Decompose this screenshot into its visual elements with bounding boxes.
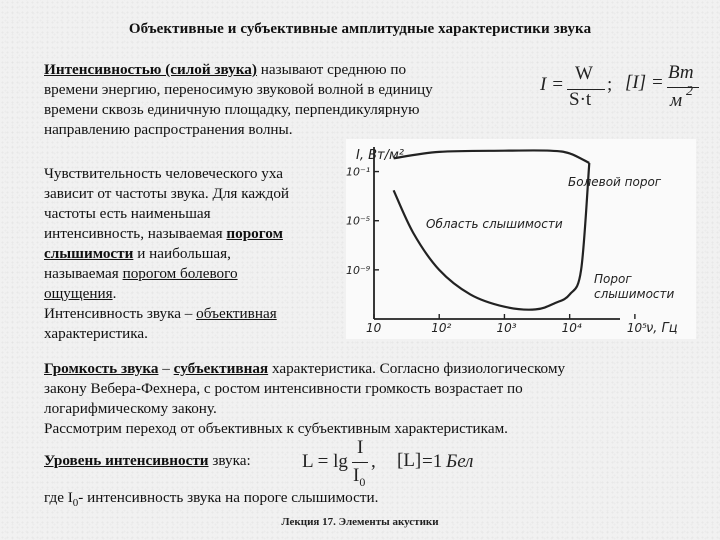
level-fraction-bar xyxy=(352,462,368,463)
hearing-threshold-label-2: слышимости xyxy=(594,287,675,301)
loudness-text xyxy=(44,359,565,439)
objective-term: объективная xyxy=(196,305,277,322)
unit-lhs: [I] = xyxy=(625,72,664,93)
x-tick-label: 10 xyxy=(366,321,382,335)
hearing-threshold-term-1: порогом xyxy=(226,225,283,242)
loudness-line2: закону Вебера-Фехнера, с ростом интенсивности громкость возрастает по xyxy=(44,380,523,397)
audible-region-label: Область слышимости xyxy=(426,217,563,231)
page-title: Объективные и субъективные амплитудные характеристики звука xyxy=(128,21,592,37)
y-axis-label: I, Вт/м² xyxy=(356,148,404,163)
left-line8-pre: Интенсивность звука – xyxy=(44,305,197,322)
level-separator: , xyxy=(371,451,376,472)
lecture-footer: Лекция 17. Элементы акустики xyxy=(281,516,439,528)
intro-line4: направлению распространения волны. xyxy=(44,121,293,138)
intro-line2: времени энергию, переносимую звуковой волной в единицу xyxy=(44,81,433,98)
x-axis-label: ν, Гц xyxy=(646,321,678,336)
left-line6-pre: называемая xyxy=(44,265,123,282)
formula-denominator: S·t xyxy=(569,89,592,110)
formula-lhs: I = xyxy=(540,74,564,95)
level-label xyxy=(44,451,251,471)
left-line9: характеристика. xyxy=(44,325,148,342)
intensity-term: Интенсивностью (силой звука) xyxy=(44,61,257,78)
left-line1: Чувствительность человеческого уха xyxy=(44,165,283,182)
left-line7-rest: . xyxy=(112,285,117,302)
left-line5-rest: и наибольшая, xyxy=(133,245,231,262)
unit-denominator: м xyxy=(670,90,683,111)
y-tick-label: 10⁻⁵ xyxy=(346,214,371,228)
y-tick-label: 10⁻¹ xyxy=(346,165,371,179)
footnote-pre: где I xyxy=(44,489,73,506)
footnote xyxy=(44,488,378,513)
pain-threshold-term-2: ощущения xyxy=(44,285,113,302)
level-unit-lhs: [L] xyxy=(397,450,422,471)
footnote-sub: 0 xyxy=(72,497,79,510)
level-unit-rest: =1 xyxy=(422,451,443,472)
left-line3: частоты есть наименьшая xyxy=(44,205,211,222)
intensity-definition xyxy=(44,60,433,140)
hearing-threshold-label-1: Порог xyxy=(594,272,632,286)
unit-exponent: 2 xyxy=(686,84,693,99)
level-numerator: I xyxy=(357,437,364,458)
level-unit-name: Бел xyxy=(446,451,474,472)
pain-threshold-label: Болевой порог xyxy=(568,175,662,189)
loudness-line3: логарифмическому закону. xyxy=(44,400,217,417)
x-tick-label: 10⁴ xyxy=(561,321,582,335)
hearing-chart xyxy=(346,139,696,339)
x-tick-label: 10² xyxy=(431,321,452,335)
loudness-term: Громкость звука xyxy=(44,360,159,377)
formula-separator: ; xyxy=(607,74,613,95)
hearing-threshold-curve xyxy=(394,163,590,310)
sensitivity-text xyxy=(44,164,289,344)
level-lhs: L = lg xyxy=(302,451,348,472)
loudness-dash: – xyxy=(158,360,174,377)
left-line2: зависит от частоты звука. Для каждой xyxy=(44,185,290,202)
intro-line3: времени сквозь единичную площадку, перпендикулярную xyxy=(44,101,420,118)
pain-threshold-curve xyxy=(394,150,590,163)
loudness-line1-rest: характеристика. Согласно физиологическому xyxy=(268,360,566,377)
footnote-rest: - интенсивность звука на пороге слышимости. xyxy=(78,489,379,506)
hearing-chart-panel xyxy=(346,139,696,339)
unit-numerator: Вт xyxy=(668,62,694,83)
unit-fraction-bar xyxy=(667,87,699,88)
level-rest: звука: xyxy=(208,452,251,469)
x-tick-label: 10⁵ xyxy=(626,321,647,335)
subjective-term: субъективная xyxy=(173,360,269,377)
intro-line1-rest: называют среднюю по xyxy=(256,61,407,78)
y-tick-label: 10⁻⁹ xyxy=(346,263,371,277)
formula-numerator: W xyxy=(575,63,593,84)
x-tick-label: 10³ xyxy=(496,321,517,335)
loudness-line4: Рассмотрим переход от объективных к субъективным характеристикам. xyxy=(44,420,508,437)
level-term: Уровень интенсивности xyxy=(44,452,209,469)
left-line4-pre: интенсивность, называемая xyxy=(44,225,227,242)
hearing-threshold-term-2: слышимости xyxy=(44,245,134,262)
level-denominator: $I_0$ xyxy=(353,465,366,489)
pain-threshold-term-1: порогом болевого xyxy=(122,265,238,282)
